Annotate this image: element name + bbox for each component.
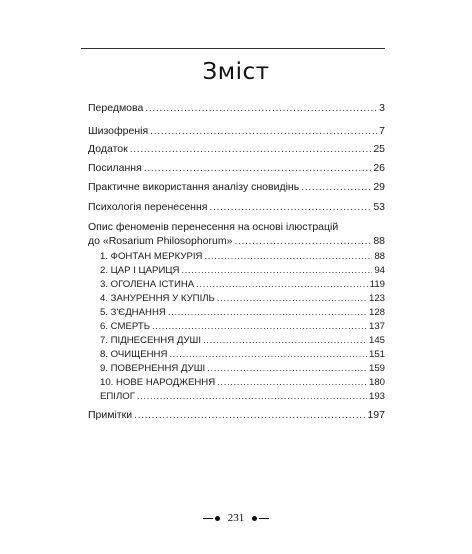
toc-sub-entry <box>100 264 385 277</box>
toc-sub-entry-title: 3. ОГОЛЕНА ІСТИНА <box>100 279 195 290</box>
toc-entry-page: 7 <box>379 125 385 137</box>
toc-sub-entry <box>100 250 385 263</box>
toc-sub-entry-page: 159 <box>368 363 385 374</box>
toc-entry-page: 3 <box>379 102 385 114</box>
toc-leader-dots <box>217 292 367 305</box>
header-rule <box>81 48 385 49</box>
page-number: 231 <box>227 512 245 524</box>
toc-sub-entry-page: 137 <box>368 321 385 332</box>
toc-sub-entry-title: 2. ЦАР І ЦАРИЦЯ <box>100 265 180 276</box>
toc-sub-entry-page: 123 <box>368 293 385 304</box>
toc-entry-page: 25 <box>373 143 385 155</box>
toc-entry <box>88 408 385 422</box>
toc-leader-dots <box>209 200 371 214</box>
toc-entry <box>88 180 385 194</box>
toc-sub-entry-page: 145 <box>368 335 385 346</box>
page-footer <box>0 512 472 524</box>
toc-sub-entry <box>100 278 385 291</box>
toc-entry <box>88 124 385 138</box>
footer-dash-left <box>203 518 213 519</box>
toc-sub-entry-title: ЕПІЛОГ <box>100 391 135 402</box>
toc-sub-entry-title: 1. ФОНТАН МЕРКУРІЯ <box>100 251 203 262</box>
toc-leader-dots <box>169 348 367 361</box>
toc-leader-dots <box>203 334 367 347</box>
toc-leader-dots <box>144 161 372 175</box>
footer-dash-right <box>259 518 269 519</box>
toc-entry-title: Шизофренія <box>88 125 149 137</box>
toc-sub-entry-title: 8. ОЧИЩЕННЯ <box>100 349 168 360</box>
toc-leader-dots <box>168 306 367 319</box>
toc-entry-title: Практичне використання аналізу сновидінь <box>88 181 300 193</box>
toc-entry-title: Передмова <box>88 102 144 114</box>
toc-sub-entry <box>100 348 385 361</box>
toc-sub-entry-title: 10. НОВЕ НАРОДЖЕННЯ <box>100 377 216 388</box>
page-title: Зміст <box>202 59 270 85</box>
toc-entry <box>88 142 385 156</box>
toc-entry <box>88 161 385 175</box>
footer-bullet-right-icon <box>252 516 257 521</box>
toc-sub-entry-title: 5. З'ЄДНАННЯ <box>100 307 166 318</box>
toc-entry-title: Посилання <box>88 162 142 174</box>
toc-leader-dots <box>145 101 377 115</box>
toc-sub-entry-page: 193 <box>368 391 385 402</box>
toc-entry-title: Примітки <box>88 409 133 421</box>
toc-leader-dots <box>134 408 365 422</box>
toc-leader-dots <box>130 142 372 156</box>
toc-sub-entry-page: 128 <box>368 307 385 318</box>
toc-leader-dots <box>152 320 367 333</box>
toc-sub-entry-page: 151 <box>368 349 385 360</box>
toc-entry-page: 197 <box>367 409 385 421</box>
toc-sub-entry <box>100 362 385 375</box>
toc-sub-entry-page: 88 <box>374 251 385 262</box>
toc-leader-dots <box>150 124 377 138</box>
toc-composite-entry-line1: Опис феноменів перенесення на основі ілюстрацій <box>88 221 339 233</box>
toc-sub-entry <box>100 390 385 403</box>
toc-entry-page: 29 <box>373 181 385 193</box>
toc-sub-entry-page: 94 <box>374 265 385 276</box>
toc-entry-title: Додаток <box>88 143 128 155</box>
toc-sub-entry <box>100 292 385 305</box>
toc-sub-entry <box>100 306 385 319</box>
toc-sub-entry-title: 4. ЗАНУРЕННЯ У КУПІЛЬ <box>100 293 215 304</box>
toc-entry <box>88 101 385 115</box>
toc-leader-dots <box>207 362 367 375</box>
toc-leader-dots <box>181 264 372 277</box>
toc-entry-page: 53 <box>373 201 385 213</box>
toc-leader-dots <box>234 234 371 248</box>
toc-entry-title: до «Rosarium Philosophorum» <box>88 235 233 247</box>
toc-sub-entry <box>100 320 385 333</box>
toc-sub-entry-page: 180 <box>368 377 385 388</box>
toc-sub-entry-title: 7. ПІДНЕСЕННЯ ДУШІ <box>100 335 201 346</box>
toc-sub-entry-page: 119 <box>369 279 385 290</box>
toc-sub-entry <box>100 334 385 347</box>
toc-leader-dots <box>196 278 368 291</box>
toc-sub-entry <box>100 376 385 389</box>
toc-sub-entry-title: 9. ПОВЕРНЕННЯ ДУШІ <box>100 363 206 374</box>
toc-entry-title: Психологія перенесення <box>88 201 208 213</box>
footer-bullet-left-icon <box>215 516 220 521</box>
toc-leader-dots <box>137 390 367 403</box>
toc-entry-page: 88 <box>373 235 385 247</box>
toc-composite-entry <box>88 234 385 248</box>
toc-entry-page: 26 <box>373 162 385 174</box>
toc-leader-dots <box>301 180 371 194</box>
toc-leader-dots <box>204 250 372 263</box>
toc-entry <box>88 200 385 214</box>
toc-sub-entry-title: 6. СМЕРТЬ <box>100 321 151 332</box>
toc-leader-dots <box>217 376 367 389</box>
